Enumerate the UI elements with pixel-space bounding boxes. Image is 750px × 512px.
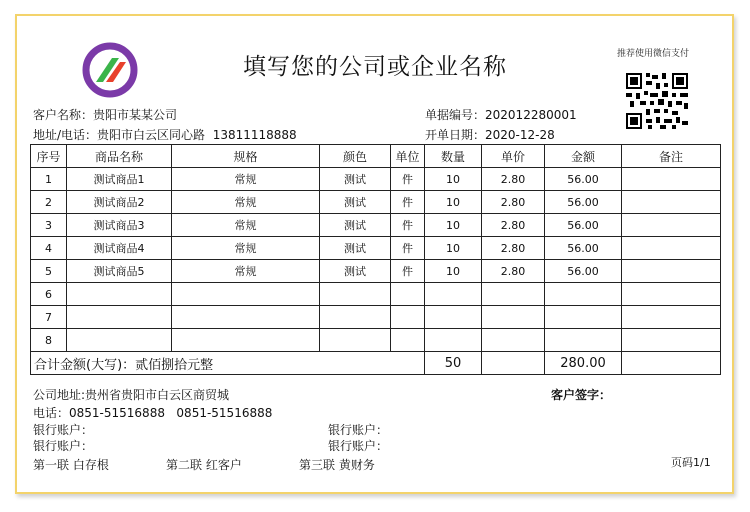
- cell-amount: [545, 306, 622, 329]
- cell-spec: 常规: [172, 237, 320, 260]
- total-amount: 280.00: [545, 352, 622, 375]
- cell-spec: [172, 306, 320, 329]
- cell-product: 测试商品3: [67, 214, 172, 237]
- cell-product: 测试商品1: [67, 168, 172, 191]
- cell-index: 5: [31, 260, 67, 283]
- total-qty: 50: [425, 352, 482, 375]
- table-row: [31, 283, 721, 306]
- cell-product: [67, 329, 172, 352]
- cell-note: [622, 214, 721, 237]
- doc-number-label: 单据编号：: [425, 108, 486, 122]
- customer-name: [33, 106, 177, 123]
- cell-product: 测试商品5: [67, 260, 172, 283]
- qr-code-icon: [626, 73, 688, 129]
- cell-price: 2.80: [482, 168, 545, 191]
- address-phone: [33, 126, 297, 143]
- cell-qty: 10: [425, 214, 482, 237]
- cell-index: 3: [31, 214, 67, 237]
- col-header-note: 备注: [622, 145, 721, 168]
- cell-note: [622, 237, 721, 260]
- company-phone-2: 0851-51516888: [176, 406, 273, 420]
- cell-qty: 10: [425, 168, 482, 191]
- cell-price: [482, 329, 545, 352]
- cell-amount: 56.00: [545, 237, 622, 260]
- customer-signature-label: 客户签字：: [551, 388, 612, 402]
- cell-color: 测试: [320, 191, 391, 214]
- cell-amount: 56.00: [545, 260, 622, 283]
- cell-price: [482, 306, 545, 329]
- customer-name-label: 客户名称：: [33, 108, 94, 122]
- total-row: [31, 352, 721, 375]
- table-row: [31, 191, 721, 214]
- cell-color: [320, 306, 391, 329]
- cell-amount: [545, 329, 622, 352]
- cell-spec: 常规: [172, 168, 320, 191]
- col-header-price: 单价: [482, 145, 545, 168]
- customer-phone-value: 13811118888: [212, 128, 297, 142]
- bank-account-2: 银行账户：: [328, 423, 389, 437]
- page-number: 页码1/1: [671, 456, 711, 469]
- total-price-empty: [482, 352, 545, 375]
- cell-product: 测试商品4: [67, 237, 172, 260]
- table-row: [31, 260, 721, 283]
- doc-number-value: 202012280001: [485, 108, 577, 122]
- table-row: [31, 214, 721, 237]
- cell-spec: 常规: [172, 191, 320, 214]
- col-header-product: 商品名称: [67, 145, 172, 168]
- cell-product: [67, 283, 172, 306]
- issue-date-value: 2020-12-28: [485, 128, 555, 142]
- company-phone: [33, 404, 272, 421]
- cell-color: 测试: [320, 237, 391, 260]
- cell-price: [482, 283, 545, 306]
- cell-spec: 常规: [172, 260, 320, 283]
- cell-amount: [545, 283, 622, 306]
- cell-price: 2.80: [482, 191, 545, 214]
- cell-color: [320, 329, 391, 352]
- items-body: [31, 168, 721, 352]
- cell-note: [622, 168, 721, 191]
- cell-amount: 56.00: [545, 214, 622, 237]
- cell-amount: 56.00: [545, 191, 622, 214]
- cell-price: 2.80: [482, 214, 545, 237]
- cell-unit: 件: [391, 237, 425, 260]
- company-title-text: 填写您的公司或企业名称: [243, 54, 507, 80]
- total-amount-words: 合计金额(大写)：贰佰捌拾元整: [31, 352, 425, 375]
- cell-color: 测试: [320, 168, 391, 191]
- col-header-unit: 单位: [391, 145, 425, 168]
- cell-qty: [425, 283, 482, 306]
- col-header-index: 序号: [31, 145, 67, 168]
- col-header-qty: 数量: [425, 145, 482, 168]
- total-note-empty: [622, 352, 721, 375]
- cell-index: 6: [31, 283, 67, 306]
- bank-account-4: 银行账户：: [328, 439, 389, 453]
- cell-product: 测试商品2: [67, 191, 172, 214]
- cell-price: 2.80: [482, 237, 545, 260]
- customer-name-value: 贵阳市某某公司: [93, 108, 178, 122]
- col-header-amount: 金额: [545, 145, 622, 168]
- cell-unit: 件: [391, 260, 425, 283]
- company-address: 公司地址:贵州省贵阳市白云区商贸城: [33, 388, 230, 402]
- cell-qty: [425, 306, 482, 329]
- company-phone-label: 电话：: [33, 406, 70, 420]
- cell-index: 1: [31, 168, 67, 191]
- cell-index: 4: [31, 237, 67, 260]
- table-row: [31, 168, 721, 191]
- cell-note: [622, 191, 721, 214]
- bank-account-3: 银行账户：: [33, 439, 94, 453]
- cell-qty: 10: [425, 191, 482, 214]
- address-value: 贵阳市白云区同心路: [97, 128, 206, 142]
- cell-spec: 常规: [172, 214, 320, 237]
- issue-date: [425, 126, 555, 143]
- issue-date-label: 开单日期：: [425, 128, 486, 142]
- cell-note: [622, 260, 721, 283]
- company-phone-1: 0851-51516888: [69, 406, 165, 420]
- table-row: [31, 329, 721, 352]
- copy-white: 第一联 白存根: [33, 458, 109, 472]
- cell-index: 7: [31, 306, 67, 329]
- table-row: [31, 306, 721, 329]
- cell-color: [320, 283, 391, 306]
- items-table: [30, 144, 721, 375]
- bank-account-1: 银行账户：: [33, 423, 94, 437]
- cell-unit: 件: [391, 214, 425, 237]
- cell-unit: [391, 306, 425, 329]
- doc-number: [425, 106, 577, 123]
- cell-qty: 10: [425, 260, 482, 283]
- cell-spec: [172, 329, 320, 352]
- cell-spec: [172, 283, 320, 306]
- cell-unit: [391, 283, 425, 306]
- cell-note: [622, 283, 721, 306]
- cell-note: [622, 306, 721, 329]
- cell-product: [67, 306, 172, 329]
- cell-unit: 件: [391, 168, 425, 191]
- table-row: [31, 237, 721, 260]
- cell-color: 测试: [320, 260, 391, 283]
- cell-index: 2: [31, 191, 67, 214]
- cell-price: 2.80: [482, 260, 545, 283]
- cell-qty: 10: [425, 237, 482, 260]
- cell-note: [622, 329, 721, 352]
- cell-qty: [425, 329, 482, 352]
- table-header-row: [31, 145, 721, 168]
- cell-index: 8: [31, 329, 67, 352]
- cell-color: 测试: [320, 214, 391, 237]
- copy-yellow: 第三联 黄财务: [299, 458, 375, 472]
- copy-red: 第二联 红客户: [166, 458, 242, 472]
- cell-amount: 56.00: [545, 168, 622, 191]
- address-phone-label: 地址/电话：: [33, 128, 98, 142]
- col-header-color: 颜色: [320, 145, 391, 168]
- qr-caption: 推荐使用微信支付: [617, 49, 690, 59]
- col-header-spec: 规格: [172, 145, 320, 168]
- cell-unit: [391, 329, 425, 352]
- cell-unit: 件: [391, 191, 425, 214]
